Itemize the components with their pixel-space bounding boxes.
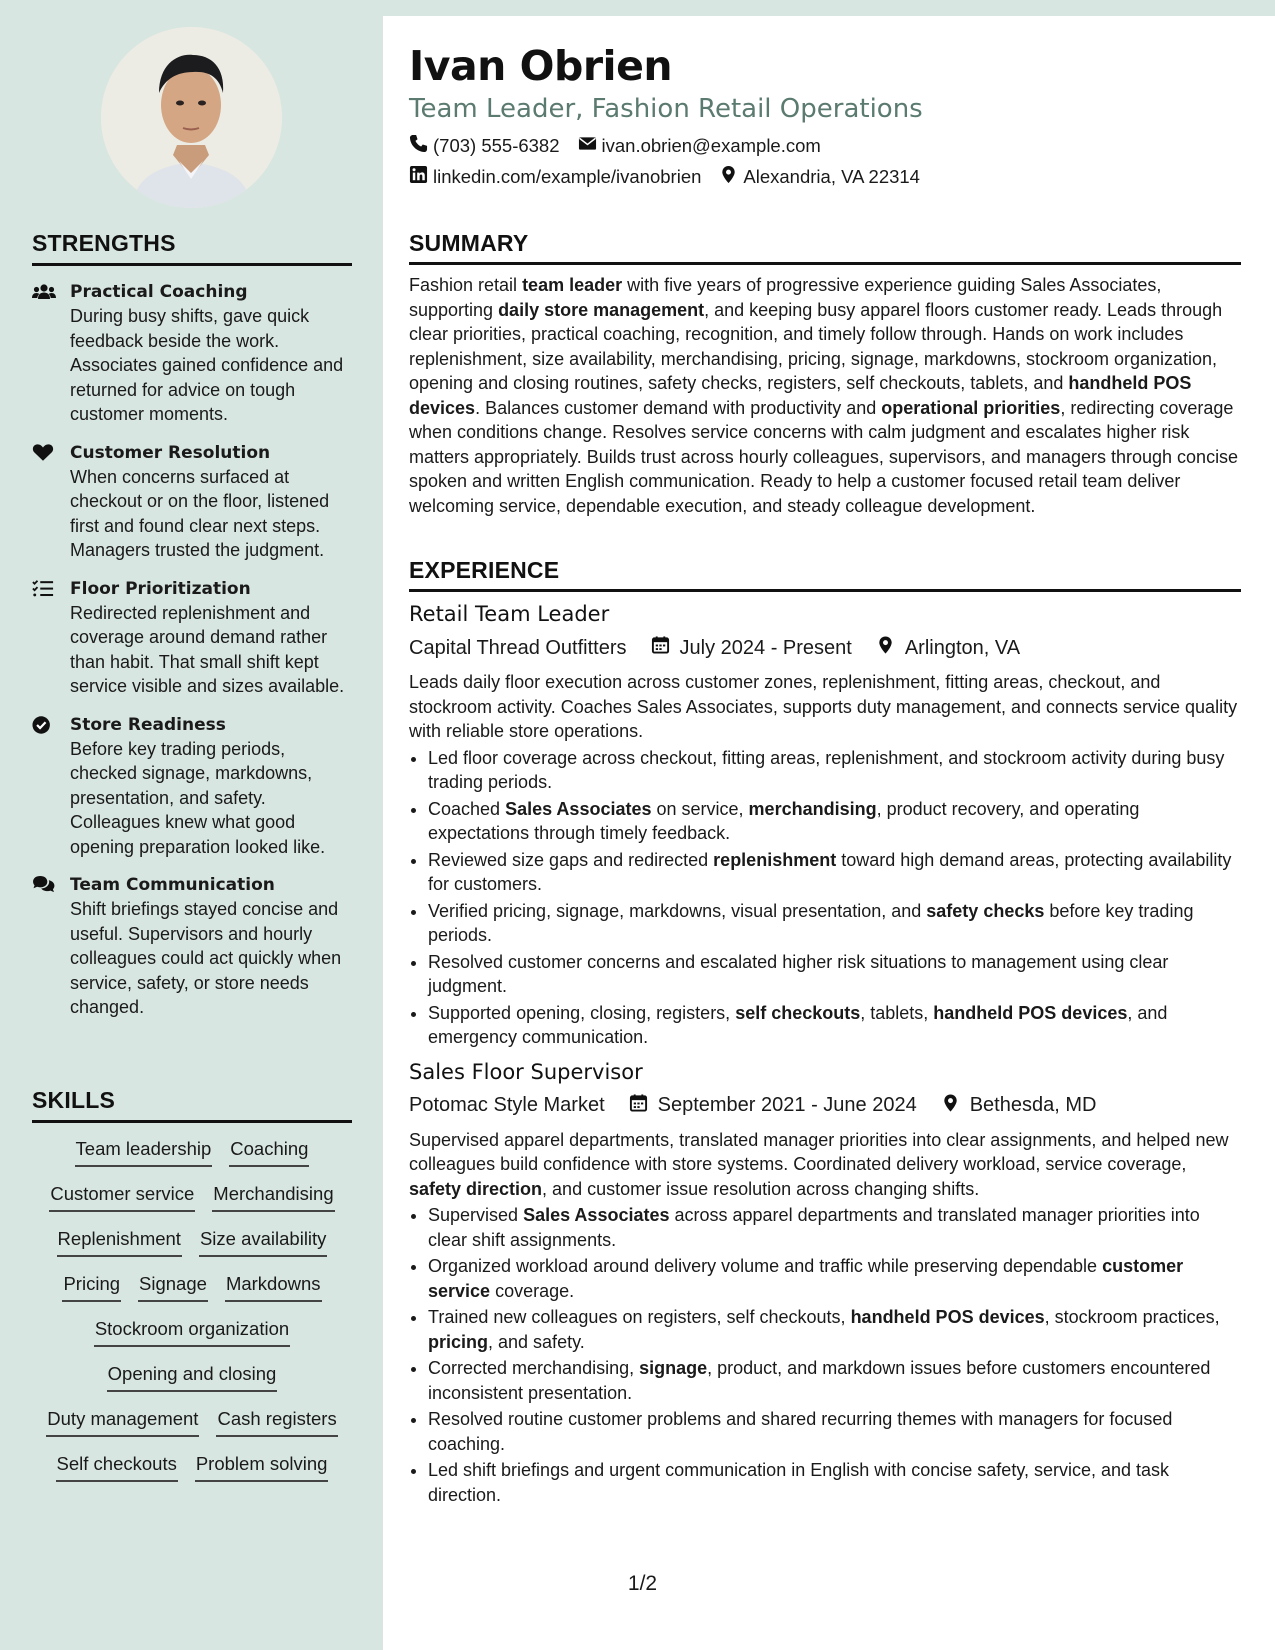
- company-name: Potomac Style Market: [409, 1094, 605, 1116]
- page-indicator: 1/2: [627, 1572, 658, 1595]
- map-pin-icon: [876, 635, 895, 661]
- skill-tag: Merchandising: [212, 1182, 334, 1212]
- summary-heading: SUMMARY: [409, 230, 1241, 265]
- contact-location: [719, 165, 920, 189]
- job-bullet: • Verified pricing, signage, markdowns, visual presentation, and safety checks before key trading periods.: [428, 899, 1241, 948]
- skill-tag: Replenishment: [57, 1227, 182, 1257]
- candidate-role: Team Leader, Fashion Retail Operations: [409, 94, 923, 124]
- strength-item: [32, 577, 352, 699]
- job-bullets: [409, 1203, 1241, 1507]
- job-bullet: • Reviewed size gaps and redirected replenishment toward high demand areas, protecting availability for customers.: [428, 848, 1241, 897]
- strength-title: Team Communication: [70, 875, 275, 895]
- experience-section: [409, 557, 1241, 1509]
- strength-item: [32, 873, 352, 1020]
- job-description: Supervised apparel departments, translated manager priorities into clear assignments, and helped new colleagues build confidence with store systems. Coordinated delivery workload, service coverage, safety direction, and customer issue resolution across changing shifts.: [409, 1129, 1229, 1199]
- contact-row: [409, 134, 821, 158]
- skill-tag: Duty management: [46, 1407, 199, 1437]
- strength-description: Before key trading periods, checked signage, markdowns, presentation, and safety. Colleagues knew what good opening preparation looked like.: [70, 738, 326, 857]
- job-dates: September 2021 - June 2024: [657, 1094, 917, 1116]
- job-meta: [409, 635, 1241, 661]
- job-bullets: [409, 746, 1241, 1050]
- strength-description: During busy shifts, gave quick feedback beside the work. Associates gained confidence and returned for advice on tough customer moments.: [70, 306, 344, 424]
- job-title: Retail Team Leader: [409, 602, 610, 626]
- job-title: Sales Floor Supervisor: [409, 1059, 643, 1084]
- contact-linkedin: [409, 165, 701, 189]
- envelope-icon: [578, 134, 597, 158]
- calendar-icon: [629, 1093, 648, 1119]
- job-dates: July 2024 - Present: [679, 636, 852, 659]
- job-bullet: • Resolved customer concerns and escalated higher risk situations to management using clear judgment.: [428, 950, 1241, 999]
- candidate-name: Ivan Obrien: [409, 42, 673, 90]
- map-pin-icon: [941, 1093, 960, 1119]
- strength-description: When concerns surfaced at checkout or on the floor, listened first and found clear next steps. Managers trusted the judgment.: [70, 466, 330, 560]
- strength-item: [32, 280, 352, 427]
- skill-tag: Problem solving: [195, 1452, 329, 1482]
- job-bullet: • Corrected merchandising, signage, product, and markdown issues before customers encountered inconsistent presentation.: [428, 1356, 1241, 1405]
- linkedin-icon: [409, 165, 428, 189]
- contact-row: [409, 165, 920, 189]
- skill-tag: Coaching: [229, 1137, 309, 1167]
- phone-icon: [409, 134, 428, 158]
- experience-heading: EXPERIENCE: [409, 557, 1241, 592]
- comments-icon: [32, 875, 56, 895]
- strengths-section: [32, 230, 352, 1020]
- job-location: Bethesda, MD: [969, 1094, 1097, 1116]
- job-meta: [409, 1093, 1241, 1119]
- contact-phone: [409, 134, 560, 158]
- email-text: ivan.obrien@example.com: [601, 135, 821, 156]
- strength-description: Shift briefings stayed concise and useful. Supervisors and hourly colleagues could act quickly when service, safety, or store needs changed.: [70, 899, 342, 1017]
- skill-tag: Opening and closing: [107, 1362, 278, 1392]
- strength-description: Redirected replenishment and coverage around demand rather than habit. That small shift kept service visible and sizes available.: [70, 602, 345, 696]
- linkedin-text: linkedin.com/example/ivanobrien: [433, 166, 702, 187]
- job-bullet: • Resolved routine customer problems and shared recurring themes with managers for focused coaching.: [428, 1407, 1241, 1456]
- job-bullet: • Organized workload around delivery volume and traffic while preserving dependable customer service coverage.: [428, 1254, 1241, 1303]
- calendar-icon: [651, 635, 670, 661]
- skill-tag: Customer service: [49, 1182, 195, 1212]
- strengths-heading: STRENGTHS: [32, 230, 352, 266]
- job-location: Arlington, VA: [904, 636, 1021, 659]
- job-bullet: • Trained new colleagues on registers, self checkouts, handheld POS devices, stockroom practices, pricing, and safety.: [428, 1305, 1241, 1354]
- skill-tag: Cash registers: [216, 1407, 337, 1437]
- people-group-icon: [32, 282, 56, 302]
- skill-tag: Stockroom organization: [94, 1317, 290, 1347]
- skill-tag: Size availability: [199, 1227, 327, 1257]
- strength-title: Floor Prioritization: [70, 578, 251, 599]
- skill-tag: Pricing: [62, 1272, 121, 1302]
- skills-list: [32, 1137, 352, 1497]
- strength-title: Practical Coaching: [70, 282, 248, 302]
- heart-icon: [32, 443, 56, 463]
- circle-check-icon: [32, 715, 56, 735]
- skills-heading: SKILLS: [32, 1087, 352, 1123]
- location-text: Alexandria, VA 22314: [743, 166, 920, 187]
- strength-item: [32, 441, 352, 563]
- skill-tag: Team leadership: [75, 1137, 213, 1167]
- strength-item: [32, 713, 352, 860]
- job-entry: [409, 602, 1241, 1050]
- summary-section: [409, 230, 1241, 518]
- company-name: Capital Thread Outfitters: [409, 636, 627, 659]
- job-entry: [409, 1060, 1241, 1508]
- summary-text: Fashion retail team leader with five years of progressive experience guiding Sales Associates, supporting daily store management, and keeping busy apparel floors customer ready. Leads through clear priorities, practical coaching, recognition, and timely follow through. Hands on work includes replenishment, size availability, merchandising, pricing, signage, markdowns, stockroom organization, opening and closing routines, safety checks, registers, self checkouts, tablets, and handheld POS devices. Balances customer demand with productivity and operational priorities, redirecting coverage when conditions change. Resolves service concerns with calm judgment and escalates higher risk matters appropriately. Builds trust across hourly colleagues, supervisors, and managers through concise spoken and written English communication. Ready to help a customer focused retail team deliver welcoming service, dependable execution, and steady colleague development.: [409, 275, 1239, 516]
- sidebar: [0, 0, 383, 1650]
- skills-section: [32, 1087, 352, 1497]
- job-bullet: • Led floor coverage across checkout, fitting areas, replenishment, and stockroom activity during busy trading periods.: [428, 746, 1241, 795]
- profile-photo: [101, 27, 282, 208]
- job-bullet: • Led shift briefings and urgent communication in English with concise safety, service, and task direction.: [428, 1458, 1241, 1507]
- phone-text: (703) 555-6382: [433, 135, 560, 156]
- job-bullet: • Coached Sales Associates on service, merchandising, product recovery, and operating expectations through timely feedback.: [428, 797, 1241, 846]
- strength-title: Customer Resolution: [70, 442, 271, 463]
- job-bullet: • Supported opening, closing, registers, self checkouts, tablets, handheld POS devices, and emergency communication.: [428, 1001, 1241, 1050]
- job-description: Leads daily floor execution across customer zones, replenishment, fitting areas, checkout, and stockroom activity. Coaches Sales Associates, supports duty management, and connects service quality with reliable store operations.: [409, 672, 1238, 741]
- job-bullet: • Supervised Sales Associates across apparel departments and translated manager priorities into clear shift assignments.: [428, 1203, 1241, 1252]
- map-pin-icon: [719, 165, 738, 189]
- list-check-icon: [32, 579, 56, 599]
- contact-email: [578, 134, 821, 158]
- skill-tag: Self checkouts: [56, 1452, 178, 1482]
- skill-tag: Signage: [138, 1272, 208, 1302]
- strength-title: Store Readiness: [70, 714, 226, 735]
- skill-tag: Markdowns: [225, 1272, 322, 1302]
